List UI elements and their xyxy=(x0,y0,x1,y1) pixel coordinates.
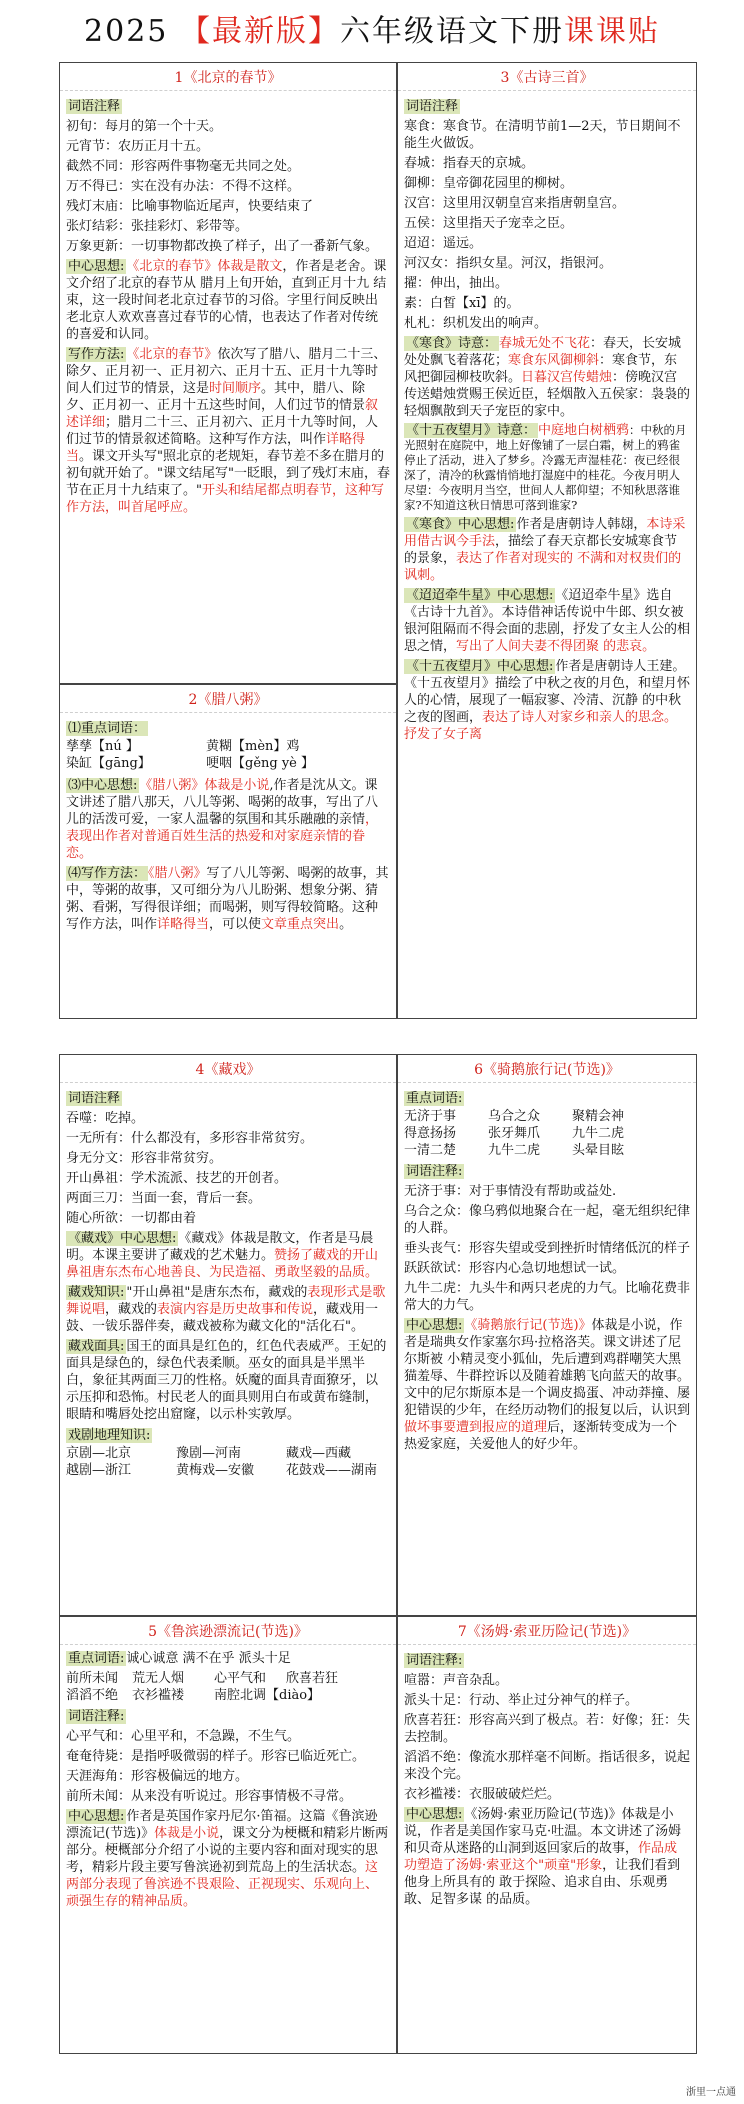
theme-block: 中心思想: 作者是英国作家丹尼尔·笛福。这篇《鲁滨逊漂流记(节选)》体裁是小说，课文分为梗概和精彩片断两部分。梗概部分介绍了小说的主要内容和面对现实的思考，精彩片段主要写鲁滨逊初到荒岛上的生活状态。这两部分表现了鲁滨逊不畏艰险、正视现实、乐观向上、顽强生存的精神品质。 xyxy=(66,1809,389,1909)
method-block: 写作方法: 《北京的春节》依次写了腊八、腊月二十三、除夕、正月初一、正月初六、正月十五、正月十九等时间人们过节的情景，这是时间顺序。其中，腊八、除夕、正月初一、正月十五这些时间，人们过节的情景叙述详细；腊月二十三、正月初六、正月十九等时间，人们过节的情景叙述简略。这种写作方法，叫作详略得当。课文开头写"照北京的老规矩，春节差不多在腊月的初旬就开始了。"课文结尾写"一眨眼，到了残灯末庙，春节在正月十九结束了。"开头和结尾都点明春节，这种写作方法，叫首尾呼应。 xyxy=(66,347,390,515)
key-words-row: 无济于事 乌合之众 聚精会神 xyxy=(404,1109,625,1124)
card-tibetan-opera xyxy=(59,1054,397,1616)
key-words-row: 孳孳【nú 】 黄糊【mèn】鸡 xyxy=(66,739,300,754)
theme-block: 中心思想: 《汤姆·索亚历险记(节选)》体裁是小说，作者是美国作家马克·吐温。本文讲述了汤姆 和贝奇从迷路的山洞到返回家后的故事，作品成功塑造了汤姆·索亚这个"顽童"形象，让我们看到他身上所具有的 敢于探险、追求自由、乐观勇敢、足智多谋 的品质。 xyxy=(404,1807,682,1907)
key-words-label: ⑴重点词语： xyxy=(68,721,147,736)
geo-row: 京剧—北京 豫剧—河南 藏戏—西藏 xyxy=(66,1446,352,1461)
vocab-item: 随心所欲：一切都由着 xyxy=(66,1211,197,1226)
key-words-row: 染缸【gāng】 哽咽【gěng yè 】 xyxy=(66,756,315,771)
page-suffix: 课课贴 xyxy=(563,14,660,49)
vocab-list xyxy=(66,1728,390,1805)
vocab-list xyxy=(66,1110,390,1227)
vocab-item: 河汉女：指织女星。河汉，指银河。 xyxy=(404,256,613,271)
vocab-item: 跃跃欲试：形容内心急切地想试一试。 xyxy=(404,1261,626,1276)
card-title: 5《鲁滨逊漂流记(节选)》 xyxy=(60,1617,396,1645)
theme-block: 《藏戏》中心思想: 《藏戏》体裁是散文，作者是马晨明。本课主要讲了藏戏的艺术魅力。赞扬了藏戏的开山鼻祖唐东杰布心地善良、为民造福、勇敢坚毅的品质。 xyxy=(66,1231,379,1280)
theme-moon: 《十五夜望月》中心思想: 作者是唐朝诗人王建。《十五夜望月》描绘了中秋之夜的月色，和望月怀人的心情，展现了一幅寂寥、冷清、沉静 的中秋之夜的图画，表达了诗人对家乡和亲人的思念。抒发了女子离 xyxy=(404,659,691,742)
vocab-item: 派头十足：行动、举止过分神气的样子。 xyxy=(404,1693,639,1708)
vocab-item: 初旬：每月的第一个十天。 xyxy=(66,119,223,134)
card-title: 4《藏戏》 xyxy=(60,1055,396,1083)
vocab-label: 词语注释: xyxy=(406,1164,463,1179)
vocab-item: 截然不同：形容两件事物毫无共同之处。 xyxy=(66,159,301,174)
vocab-label: 词语注释 xyxy=(68,1091,121,1106)
vocab-item: 春城：指春天的京城。 xyxy=(404,156,535,171)
vocab-item: 天涯海角：形容极偏远的地方。 xyxy=(66,1769,249,1784)
vocab-item: 身无分文：形容非常贫穷。 xyxy=(66,1151,223,1166)
vocab-item: 两面三刀：当面一套，背后一套。 xyxy=(66,1191,262,1206)
vocab-item: 汉宫：这里用汉朝皇宫来指唐朝皇宫。 xyxy=(404,196,626,211)
vocab-label: 词语注释: xyxy=(406,1653,463,1668)
vocab-item: 一无所有：什么都没有，多形容非常贫穷。 xyxy=(66,1131,314,1146)
key-words-label: 重点词语: xyxy=(406,1091,463,1106)
card-title: 6《骑鹅旅行记(节选)》 xyxy=(398,1055,696,1083)
vocab-item: 万象更新：一切事物都改换了样子，出了一番新气象。 xyxy=(66,239,379,254)
card-robinson-crusoe xyxy=(59,1616,397,2054)
key-words-row: 一清二楚 九牛二虎 头晕目眩 xyxy=(404,1143,625,1158)
mask-block: 藏戏面具: 国王的面具是红色的，红色代表威严。王妃的面具是绿色的，绿色代表柔顺。巫女的面具是半黑半白，象征其两面三刀的性格。妖魔的面具青面獠牙，以示压抑和恐怖。村民老人的面具则用白布或黄布缝制，眼睛和嘴唇处挖出窟窿，以示朴实敦厚。 xyxy=(66,1339,387,1422)
knowledge-block: 藏戏知识: "开山鼻祖"是唐东杰布，藏戏的表现形式是歌舞说唱，藏戏的表演内容是历史故事和传说，藏戏用一鼓、一钹乐器伴奏，藏戏被称为藏文化的"活化石"。 xyxy=(66,1285,386,1334)
poem-meaning-moon: 《十五夜望月》诗意： 中庭地白树栖鸦：中秋的月光照射在庭院中，地上好像铺了一层白霜，树上的鸦雀停止了活动，进入了梦乡。冷露无声湿桂花：夜已经很深了，清冷的秋露悄悄地打湿庭中的桂花。今夜月明人尽望：今夜明月当空，世间人人都仰望；不知秋思落谁家?不知道这秋日情思可落到谁家? xyxy=(404,423,687,512)
vocab-item: 五侯：这里指天子宠幸之臣。 xyxy=(404,216,574,231)
vocab-item: 吞噬：吃掉。 xyxy=(66,1111,145,1126)
vocab-item: 张灯结彩：张挂彩灯、彩带等。 xyxy=(66,219,249,234)
vocab-label: 词语注释: xyxy=(68,1709,125,1724)
vocab-item: 元宵节：农历正月十五。 xyxy=(66,139,210,154)
vocab-list xyxy=(404,118,690,332)
footer-watermark: 浙里一点通 xyxy=(686,2087,736,2098)
method-block: ⑷写作方法： 《腊八粥》写了八儿等粥、喝粥的故事，其中，等粥的故事，又可细分为八儿盼粥、想象分粥、猜粥、看粥，写得很详细；而喝粥，则写得较简略。这种写作方法，叫作详略得当，可以使文章重点突出。 xyxy=(66,866,389,932)
card-beijing-spring-festival xyxy=(59,62,397,684)
key-words-row: 得意扬扬 张牙舞爪 九牛二虎 xyxy=(404,1126,625,1141)
vocab-item: 垂头丧气：形容失望或受到挫折时情绪低沉的样子 xyxy=(404,1241,691,1256)
poem-meaning-hanshi: 《寒食》诗意： 春城无处不飞花：春天，长安城处处飘飞着落花；寒食东风御柳斜：寒食节，东风把御园柳枝吹斜。日暮汉宫传蜡烛：傍晚汉宫传送蜡烛赏赐王侯近臣，轻烟散入五侯家：袅袅的轻烟飘散到天子宠臣的家中。 xyxy=(404,336,691,419)
vocab-item: 心平气和：心里平和，不急躁，不生气。 xyxy=(66,1729,301,1744)
geo-row: 越剧—浙江 黄梅戏—安徽 花鼓戏——湖南 xyxy=(66,1463,378,1478)
vocab-item: 衣衫褴褛：衣服破破烂烂。 xyxy=(404,1787,561,1802)
vocab-item: 寒食：寒食节。在清明节前1—2天，节日期间不能生火做饭。 xyxy=(404,119,681,151)
vocab-item: 九牛二虎：九头牛和两只老虎的力气。比喻花费非常大的力气。 xyxy=(404,1281,691,1313)
theme-altair: 《迢迢牵牛星》中心思想: 《迢迢牵牛星》选自《古诗十九首》。本诗借神话传说中牛郎、织女被银河阻隔而不得会面的悲剧，抒发了女主人公的相思之情，写出了人间夫妻不得团聚 的悲哀。 xyxy=(404,588,691,654)
theme-hanshi: 《寒食》中心思想: 作者是唐朝诗人韩翃，本诗采用借古讽今手法，描绘了春天京都长安城寒食节的景象，表达了作者对现实的 不满和对权贵们的讽刺。 xyxy=(404,517,686,583)
vocab-label: 词语注释 xyxy=(68,99,121,114)
card-tom-sawyer xyxy=(397,1616,697,2054)
vocab-item: 札札：织机发出的响声。 xyxy=(404,316,548,331)
vocab-list xyxy=(404,1183,690,1314)
vocab-item: 素：白皙【xī】的。 xyxy=(404,296,520,311)
key-words-block: 重点词语: 诚心诚意 满不在乎 派头十足 xyxy=(68,1651,291,1666)
vocab-list xyxy=(404,1672,690,1803)
vocab-item: 擢：伸出，抽出。 xyxy=(404,276,509,291)
card-title: 3《古诗三首》 xyxy=(398,63,696,91)
vocab-label: 词语注释 xyxy=(406,99,459,114)
card-title: 7《汤姆·索亚历险记(节选)》 xyxy=(398,1617,696,1645)
geo-label: 戏剧地理知识: xyxy=(68,1428,151,1443)
key-words-row: 滔滔不绝 衣衫褴褛 南腔北调【diào】 xyxy=(66,1688,321,1703)
vocab-item: 万不得已：实在没有办法：不得不这样。 xyxy=(66,179,301,194)
vocab-item: 开山鼻祖：学术流派、技艺的开创者。 xyxy=(66,1171,288,1186)
card-three-ancient-poems xyxy=(397,62,697,1019)
edition-tag: 【最新版】 xyxy=(179,14,340,49)
card-laba-porridge xyxy=(59,684,397,1019)
card-nils-goose xyxy=(397,1054,697,1616)
vocab-item: 滔滔不绝：像流水那样毫不间断。指话很多，说起来没个完。 xyxy=(404,1750,691,1782)
vocab-item: 无济于事：对于事情没有帮助或益处. xyxy=(404,1184,617,1199)
vocab-item: 欣喜若狂：形容高兴到了极点。若：好像；狂：失去控制。 xyxy=(404,1713,691,1745)
vocab-item: 迢迢：遥远。 xyxy=(404,236,483,251)
theme-block: 中心思想: 《骑鹅旅行记(节选)》体裁是小说，作者是瑞典女作家塞尔玛·拉格洛芙。课文讲述了尼尔斯被 小精灵变小狐仙，先后遭到鸡群嘲笑大黑猫羞辱、牛群控诉以及随着雄鹅飞向蓝天的故事。文中的尼尔斯原本是一个调皮捣蛋、冲动莽撞、屡犯错误的少年，在经历动物们的报复以后，认识到做坏事要遭到报应的道理后，逐渐转变成为一个热爱家庭，关爱他人的好少年。 xyxy=(404,1318,691,1452)
vocab-item: 御柳：皇帝御花园里的柳树。 xyxy=(404,176,574,191)
theme-block: 中心思想: 《北京的春节》体裁是散文，作者是老舍。课文介绍了北京的春节从 腊月上旬开始，直到正月十九 结束，这一段时间老北京过春节的习俗。字里行间反映出老北京人欢欢喜喜过春节的心情，也表达了作者对传统的喜爱和认同。 xyxy=(66,259,387,342)
vocab-item: 前所未闻：从来没有听说过。形容事情极不寻常。 xyxy=(66,1789,353,1804)
vocab-item: 乌合之众：像乌鸦似地聚合在一起，毫无组织纪律的人群。 xyxy=(404,1204,691,1236)
page-title: 2025 【最新版】六年级语文下册课课贴 xyxy=(84,14,660,49)
key-words-row: 前所未闻 荒无人烟 心平气和 欣喜若狂 xyxy=(66,1671,339,1686)
vocab-item: 喧嚣：声音杂乱。 xyxy=(404,1673,509,1688)
theme-block: ⑶中心思想: 《腊八粥》体裁是小说,作者是沈从文。课文讲述了腊八那天，八儿等粥、喝粥的故事，写出了八儿的活泼可爱，一家人温馨的氛围和其乐融融的亲情，表现出作者对普通百姓生活的热爱和对家庭亲情的眷恋。 xyxy=(66,778,379,861)
card-title: 2《腊八粥》 xyxy=(60,685,396,713)
vocab-item: 奄奄待毙：是指呼吸微弱的样子。形容已临近死亡。 xyxy=(66,1749,366,1764)
vocab-list xyxy=(66,118,390,255)
card-title: 1《北京的春节》 xyxy=(60,63,396,91)
vocab-item: 残灯末庙：比喻事物临近尾声，快要结束了 xyxy=(66,199,314,214)
